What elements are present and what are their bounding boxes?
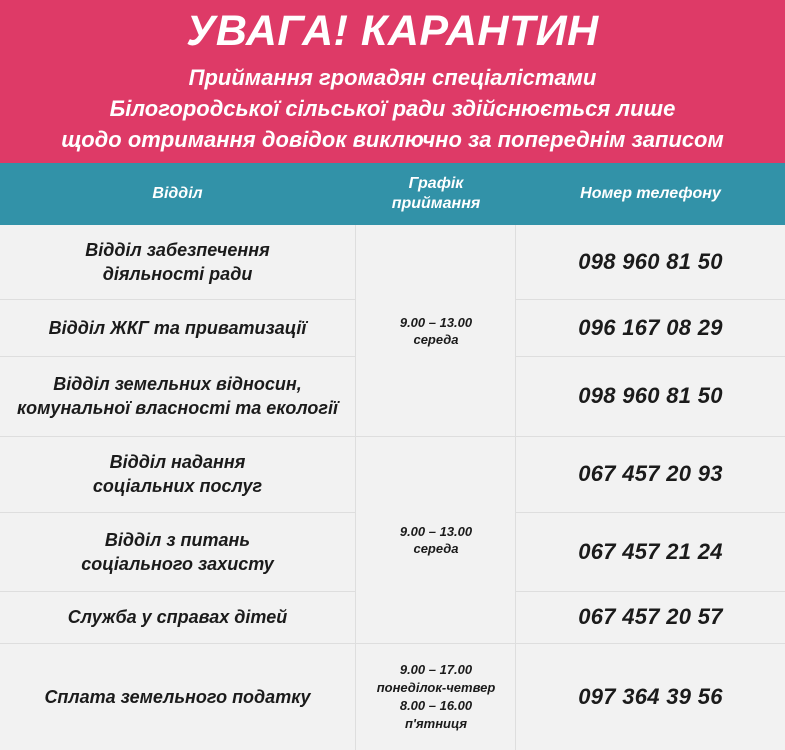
phone-cell: 067 457 21 24 [578, 538, 723, 564]
department-cell [0, 436, 355, 512]
schedule-days: середа [413, 541, 459, 556]
header-phone: Номер телефону [580, 185, 721, 202]
table-header [0, 163, 785, 225]
phone-cell: 067 457 20 93 [578, 461, 723, 486]
schedule-cell [356, 644, 516, 750]
department-line: Відділ забезпечення [85, 240, 270, 260]
department-line: Відділ ЖКГ та приватизації [48, 317, 307, 338]
schedule-time: 9.00 – 13.00 [399, 314, 473, 330]
schedule-days: середа [413, 331, 459, 347]
header-schedule-line: приймання [391, 195, 481, 212]
column-divider [515, 225, 516, 750]
department-line: Служба у справах дітей [67, 607, 288, 627]
schedule-line: 9.00 – 17.00 [399, 662, 473, 677]
department-cell [0, 356, 355, 436]
phone-cell: 098 960 81 50 [578, 249, 723, 274]
department-line: Відділ надання [109, 452, 246, 472]
subtitle-line: Білогородської сільської ради здійснюється лише [109, 96, 676, 121]
department-cell [0, 591, 355, 643]
department-line: комунальної власності та екології [17, 398, 338, 418]
department-cell [0, 225, 355, 299]
schedule-line: 8.00 – 16.00 [399, 698, 473, 713]
header-schedule-line: Графік [408, 175, 464, 192]
schedule-cell [356, 225, 516, 436]
subtitle-line: Приймання громадян спеціалістами [188, 65, 597, 90]
phone-cell: 098 960 81 50 [578, 383, 723, 408]
schedule-cell [356, 437, 516, 643]
department-line: соціальних послуг [92, 476, 263, 496]
schedule-line: п'ятниця [404, 716, 468, 731]
department-cell [0, 643, 355, 750]
notice-title: УВАГА! КАРАНТИН [186, 7, 599, 55]
notice-banner [0, 0, 785, 163]
department-line: Сплата земельного податку [44, 686, 311, 707]
department-line: соціального захисту [81, 553, 274, 574]
header-department: Відділ [152, 185, 203, 202]
schedule-time: 9.00 – 13.00 [399, 524, 473, 539]
phone-cell: 097 364 39 56 [578, 683, 723, 709]
department-cell [0, 512, 355, 591]
table-body [0, 225, 785, 750]
schedule-line: понеділок-четвер [376, 680, 496, 695]
department-cell [0, 299, 355, 356]
phone-cell: 067 457 20 57 [578, 604, 723, 629]
phone-cell: 096 167 08 29 [578, 314, 723, 340]
notice-subtitle [0, 62, 785, 155]
header-schedule [356, 163, 516, 225]
subtitle-line: щодо отримання довідок виключно за попереднім записом [61, 127, 724, 152]
column-divider [355, 225, 356, 750]
department-line: Відділ земельних відносин, [53, 374, 302, 394]
department-line: Відділ з питань [104, 529, 251, 550]
department-line: діяльності ради [102, 264, 253, 284]
